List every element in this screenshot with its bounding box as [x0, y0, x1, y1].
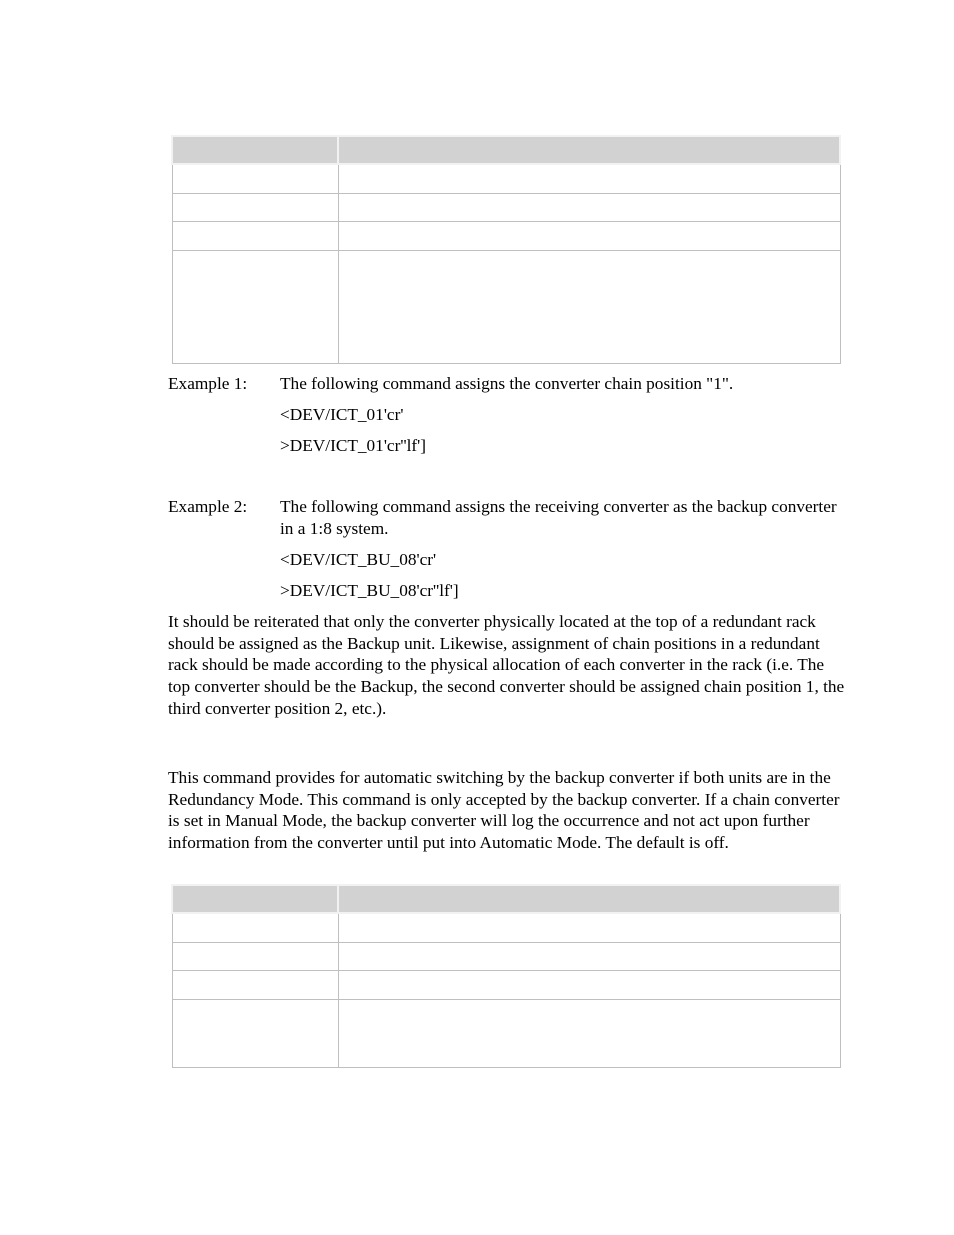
table-header-row: [172, 136, 840, 164]
table-cell: [172, 164, 338, 193]
table-row: [172, 970, 840, 999]
table-cell: [172, 999, 338, 1067]
command-table-1: [171, 135, 841, 364]
table-header-row: [172, 885, 840, 913]
reiteration-paragraph: It should be reiterated that only the converter physically located at the top of a redundant rack should be assigned as the Backup unit. Likewise, assignment of chain positions in a redundant rack should be made according to the physical allocation of each converter in the rack (i.e. The top converter should be the Backup, the second converter should be assigned chain position 1, the third converter position 2, etc.).: [168, 612, 845, 718]
table-cell: [338, 913, 840, 942]
table-row: [172, 999, 840, 1067]
table-cell: [172, 221, 338, 250]
table-cell: [338, 221, 840, 250]
table-cell: [172, 970, 338, 999]
table-cell: [338, 250, 840, 363]
table-row: [172, 913, 840, 942]
table-cell: [338, 164, 840, 193]
example2-response: >DEV/ICT_BU_08'cr''lf']: [280, 581, 459, 600]
table-cell: [338, 193, 840, 221]
table-cell: [172, 193, 338, 221]
table-cell: [338, 970, 840, 999]
table-cell: [172, 250, 338, 363]
table-header-cell: [338, 885, 840, 913]
table-row: [172, 221, 840, 250]
table-row: [172, 942, 840, 970]
example2-description: The following command assigns the receiving converter as the backup converter in a 1:8 system.: [280, 497, 837, 538]
table-header-cell: [338, 136, 840, 164]
example1-description: The following command assigns the converter chain position "1".: [280, 374, 734, 393]
example2-label: Example 2:: [168, 497, 248, 516]
command-table-2: [171, 884, 841, 1068]
example1-command: <DEV/ICT_01'cr': [280, 405, 404, 424]
table-header-cell: [172, 136, 338, 164]
table-row: [172, 250, 840, 363]
table-cell: [172, 913, 338, 942]
auto-switching-paragraph: This command provides for automatic switching by the backup converter if both units are in the Redundancy Mode. This command is only accepted by the backup converter. If a chain converter is set in Manual Mode, the backup converter will log the occurrence and not act upon further information from the converter until put into Automatic Mode. The default is off.: [168, 768, 840, 853]
table-cell: [338, 999, 840, 1067]
example2-command: <DEV/ICT_BU_08'cr': [280, 550, 437, 569]
table-row: [172, 164, 840, 193]
table-cell: [338, 942, 840, 970]
example1-label: Example 1:: [168, 374, 248, 393]
example1-response: >DEV/ICT_01'cr''lf']: [280, 436, 427, 455]
table-header-cell: [172, 885, 338, 913]
table-row: [172, 193, 840, 221]
table-cell: [172, 942, 338, 970]
